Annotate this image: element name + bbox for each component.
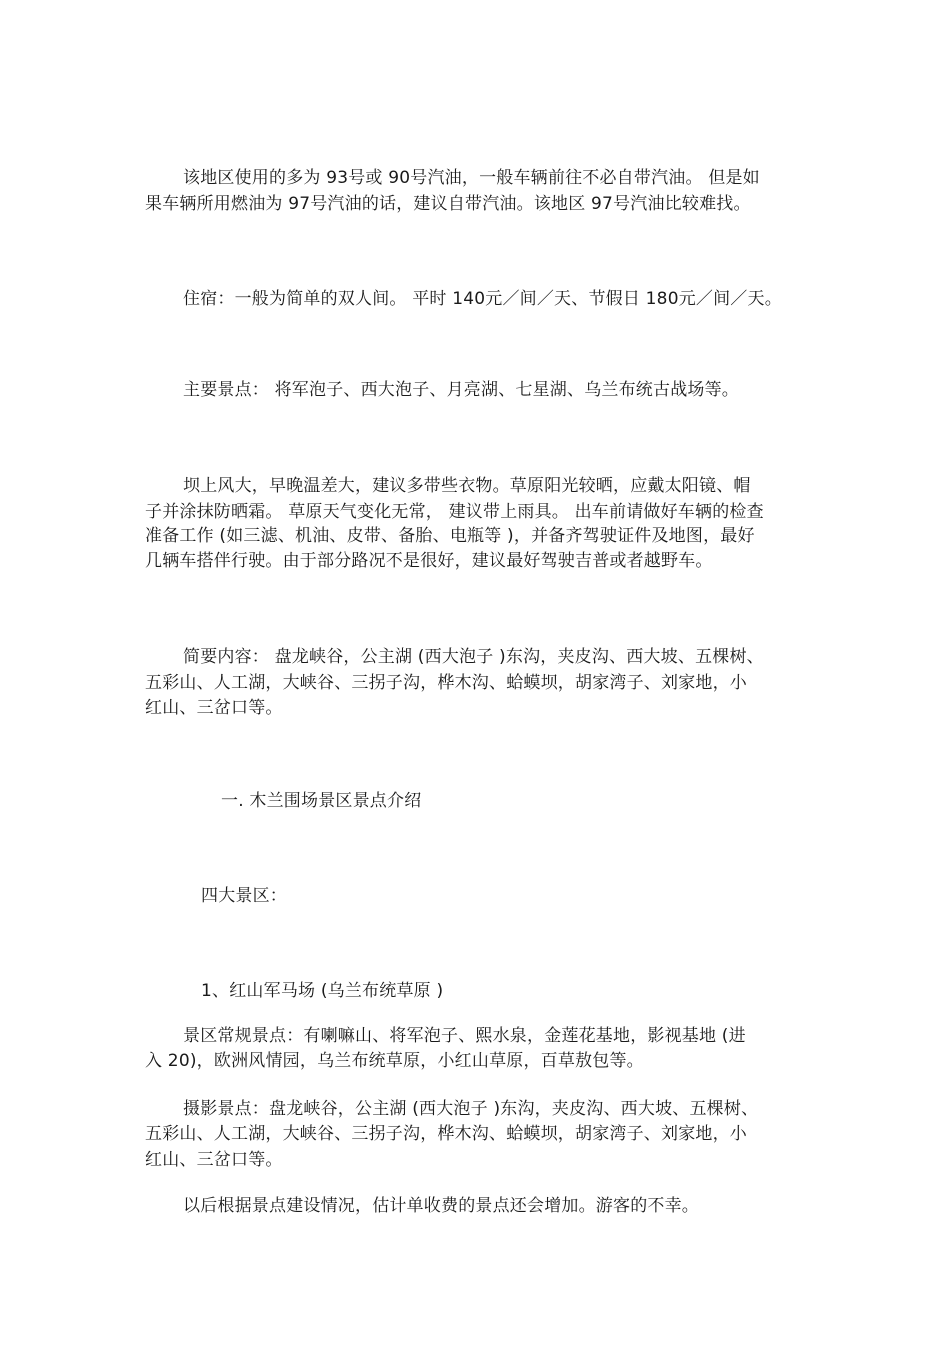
text-line: 红山、三岔口等。 [145,698,283,718]
text-line: 入 20)，欧洲风情园，乌兰布统草原，小红山草原，百草敖包等。 [145,1051,644,1071]
text-line: 子并涂抹防晒霜。 草原天气变化无常， 建议带上雨具。 出车前请做好车辆的检查 [145,502,764,522]
text-line: 五彩山、人工湖，大峡谷、三拐子沟，桦木沟、蛤蟆坝，胡家湾子、刘家地，小 [145,673,747,693]
closing-paragraph: 以后根据景点建设情况，估计单收费的景点还会增加。游客的不幸。 [183,1196,699,1216]
text-line: 摄影景点：盘龙峡谷，公主湖 (西大泡子 )东沟，夹皮沟、西大坡、五棵树、 [183,1099,759,1119]
area-title: 1、红山军马场 (乌兰布统草原 ) [201,981,444,1001]
text-line: 五彩山、人工湖，大峡谷、三拐子沟，桦木沟、蛤蟆坝，胡家湾子、刘家地，小 [145,1124,747,1144]
text-line: 简要内容： 盘龙峡谷，公主湖 (西大泡子 )东沟，夹皮沟、西大坡、五棵树、 [183,647,764,667]
section-heading: 一. 木兰围场景区景点介绍 [221,791,422,811]
text-line: 主要景点： 将军泡子、西大泡子、月亮湖、七星湖、乌兰布统古战场等。 [183,380,740,400]
text-line: 景区常规景点：有喇嘛山、将军泡子、熙水泉，金莲花基地，影视基地 (进 [183,1026,746,1046]
text-line: 该地区使用的多为 93号或 90号汽油，一般车辆前往不必自带汽油。 但是如 [183,168,760,188]
text-line: 果车辆所用燃油为 97号汽油的话，建议自带汽油。该地区 97号汽油比较难找。 [145,194,751,214]
text-line: 住宿：一般为简单的双人间。 平时 140元／间／天、节假日 180元／间／天。 [183,289,782,309]
text-line: 准备工作 (如三滤、机油、皮带、备胎、电瓶等 )，并备齐驾驶证件及地图，最好 [145,526,755,546]
text-line: 坝上风大，早晚温差大，建议多带些衣物。草原阳光较晒，应戴太阳镜、帽 [183,476,751,496]
text-line: 红山、三岔口等。 [145,1150,283,1170]
text-line: 几辆车搭伴行驶。由于部分路况不是很好，建议最好驾驶吉普或者越野车。 [145,551,713,571]
subheading-four-areas: 四大景区： [201,886,287,906]
